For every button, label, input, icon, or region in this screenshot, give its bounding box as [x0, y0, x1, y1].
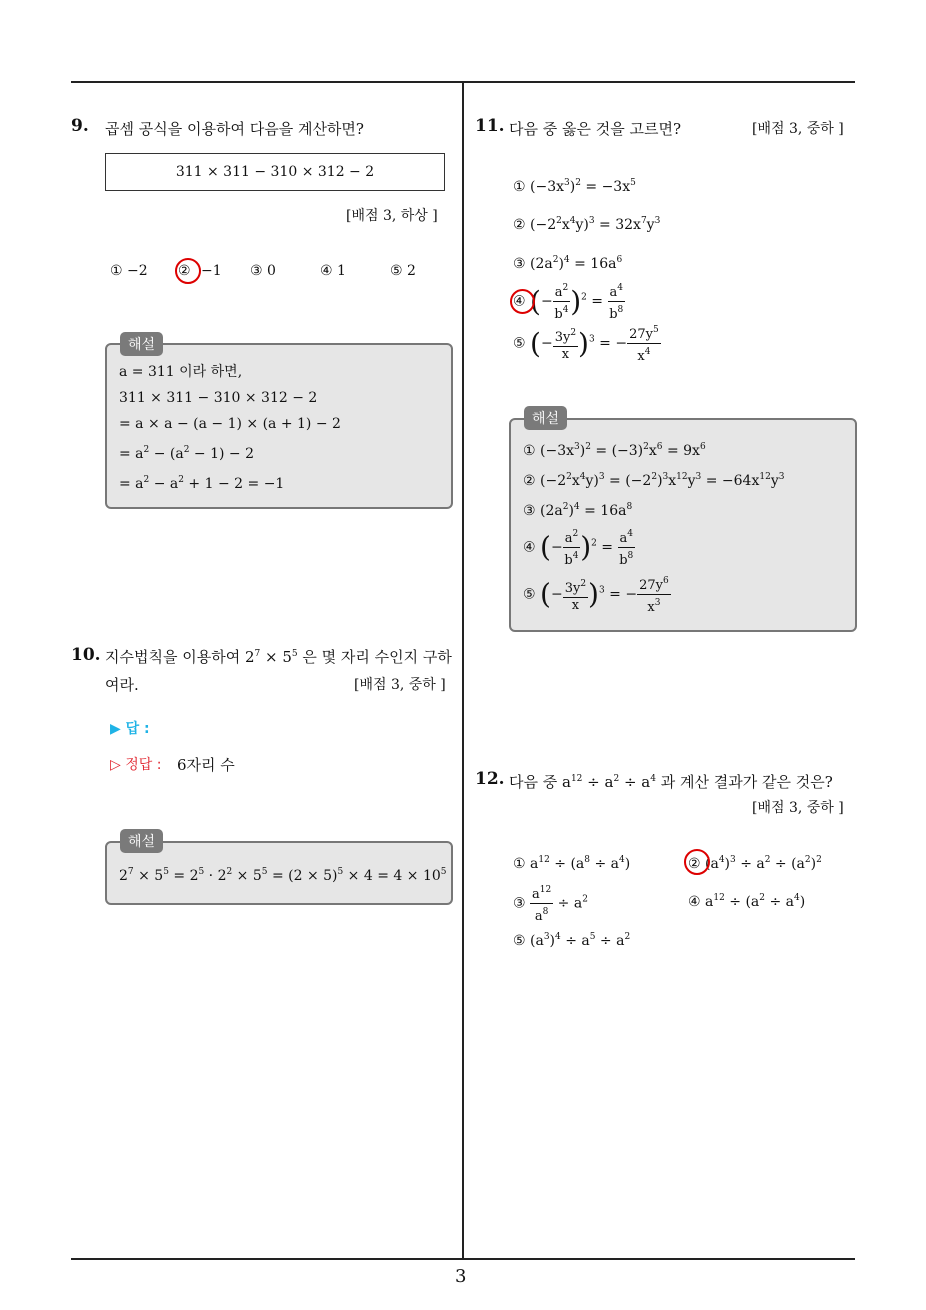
q11-score: [배점 3, 중하 ] [752, 121, 844, 137]
q11-selected-circle [510, 289, 535, 314]
q12-choice-1[interactable]: ① $a^{12} \div (a^8 \div a^4)$ [513, 855, 631, 872]
q9-expl-line-4: = $a^2 - (a^2 - 1) - 2$ [119, 445, 254, 462]
q12-choice-5[interactable]: ⑤ $(a^3)^4 \div a^5 \div a^2$ [513, 932, 631, 949]
q11-explanation-tag: 해설 [524, 406, 567, 430]
q11-expl-line-4: ④ (− $\frac{a^2}{b^4}$ )$^2$ = $\frac{a^4}{b^8}$ [523, 526, 784, 569]
q10-text-line1: 지수법칙을 이용하여 $2^7 \times 5^5$ 은 몇 자리 수인지 구하 [105, 648, 452, 666]
q9-choice-3[interactable]: ③ 0 [250, 263, 276, 279]
q9-choice-5[interactable]: ⑤ 2 [390, 263, 416, 279]
q10-expl-line-1: $2^7 \times 5^5 = 2^5 \cdot 2^2 \times 5^5 = (2 \times 5)^5 \times 4 = 4 \times 10^5$ [119, 867, 447, 884]
q9-choice-2-mark[interactable]: ② [178, 263, 191, 279]
q9-explanation-box [105, 343, 453, 509]
q11-choice-4[interactable]: ④ (− $\frac{a^2}{b^4}$ )$^2$ = $\frac{a^4}{b^8}$ [513, 280, 625, 323]
q9-choice-4[interactable]: ④ 1 [320, 263, 346, 279]
q11-expl-line-5: ⑤ (− $\frac{3y^2}{x}$ )$^3$ = − $\frac{27y^6}{x^3}$ [523, 573, 784, 616]
q10-correct-value: 6자리 수 [177, 756, 235, 774]
q12-score: [배점 3, 중하 ] [752, 800, 844, 816]
q11-explanation-box [509, 418, 857, 632]
q11-expl-line-2: ② $(-2^2x^4y)^3 = (-2^2)^3x^{12}y^3 = -64x^{12}y^3$ [523, 472, 785, 489]
q9-expression-box [105, 153, 445, 191]
q9-explanation-tag: 해설 [120, 332, 163, 356]
q11-text: 다음 중 옳은 것을 고르면? [509, 120, 682, 138]
q12-choice-2[interactable]: ② $(a^4)^3 \div a^2 \div (a^2)^2$ [688, 855, 822, 872]
q9-expl-line-5: = $a^2 - a^2 + 1 - 2 = -1$ [119, 475, 285, 492]
page-number: 3 [455, 1266, 467, 1287]
q10-score: [배점 3, 중하 ] [354, 677, 446, 693]
q11-expl-line-1: ① $(-3x^3)^2 = (-3)^2x^6 = 9x^6$ [523, 442, 706, 459]
q9-expl-line-2: 311 × 311 − 310 × 312 − 2 [119, 390, 318, 406]
q10-text-line2: 여라. [105, 676, 139, 694]
q12-selected-circle [684, 849, 710, 875]
q11-choice-2[interactable]: ② $(-2^2x^4y)^3 = 32x^7y^3$ [513, 216, 661, 233]
q9-choice-1[interactable]: ① −2 [110, 263, 148, 279]
bottom-rule [71, 1258, 855, 1260]
q9-number: 9. [71, 116, 89, 136]
q10-answer-label[interactable]: ▶ 답 : [110, 721, 150, 737]
q11-choice-3[interactable]: ③ $(2a^2)^4 = 16a^6$ [513, 255, 623, 272]
q11-choice-1[interactable]: ① $(-3x^3)^2 = -3x^5$ [513, 178, 636, 195]
q10-number: 10. [71, 645, 101, 665]
q9-choice-2-value[interactable]: −1 [201, 263, 222, 279]
q12-choice-4[interactable]: ④ $a^{12} \div (a^2 \div a^4)$ [688, 893, 806, 910]
column-divider [462, 81, 464, 1259]
q12-choice-3[interactable]: ③ $\frac{a^{12}}{a^8}$ ÷ $a^2$ [513, 882, 588, 925]
q12-text: 다음 중 $a^{12} \div a^2 \div a^4$ 과 계산 결과가 같은 것은? [509, 773, 833, 791]
q11-choice-5[interactable]: ⑤ (− $\frac{3y^2}{x}$ )$^3$ = − $\frac{27y^5}{x^4}$ [513, 322, 661, 365]
q9-expl-line-3: = a × a − (a − 1) × (a + 1) − 2 [119, 416, 341, 432]
q11-expl-line-3: ③ $(2a^2)^4 = 16a^8$ [523, 502, 633, 519]
q10-explanation-tag: 해설 [120, 829, 163, 853]
q9-expl-line-1: a = 311 이라 하면, [119, 364, 243, 380]
q9-selected-circle [175, 258, 201, 284]
q10-correct-label: ▷ 정답 : [110, 757, 162, 773]
q9-text: 곱셈 공식을 이용하여 다음을 계산하면? [105, 120, 364, 138]
q9-score: [배점 3, 하상 ] [346, 208, 438, 224]
q11-number: 11. [475, 116, 505, 136]
q12-number: 12. [475, 769, 505, 789]
q9-expression: 311 × 311 − 310 × 312 − 2 [175, 164, 375, 180]
